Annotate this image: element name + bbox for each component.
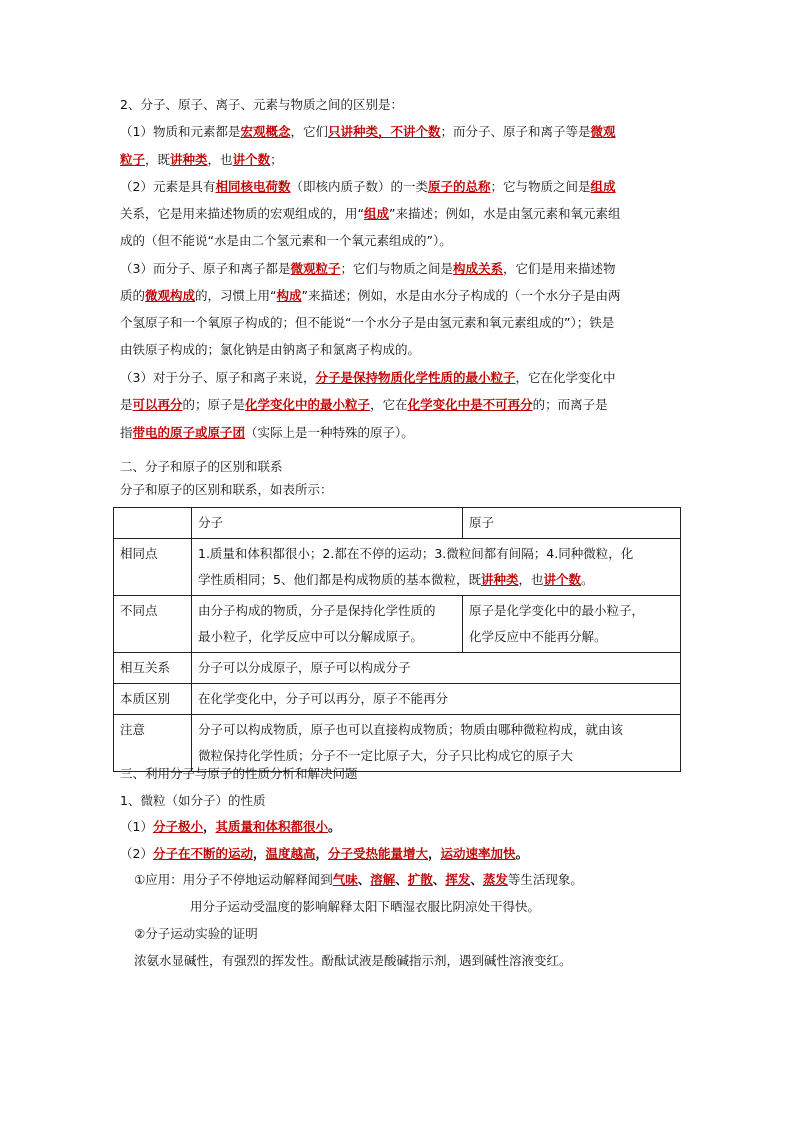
key-term: 可以再分 xyxy=(132,397,183,412)
header-empty-cell xyxy=(114,508,192,539)
text: ”来描述；例如，水是由氢元素和氧元素组 xyxy=(389,206,621,221)
text: 由铁原子构成的；氯化钠是由钠离子和氯离子构成的。 xyxy=(120,342,421,357)
table-header-row xyxy=(114,508,681,539)
paragraph-line xyxy=(120,370,616,386)
key-term: 讲个数 xyxy=(543,572,582,587)
row-cell xyxy=(192,715,681,772)
key-term: 宏观概念 xyxy=(240,124,291,139)
section-heading: 二、分子和原子的区别和联系 xyxy=(120,459,283,474)
key-term: 讲种类 xyxy=(480,572,519,587)
key-term: 组成 xyxy=(363,206,389,221)
key-term: 微观 xyxy=(590,124,616,139)
paragraph-line xyxy=(120,124,616,140)
text: 最小粒子，化学反应中可以分解成原子。 xyxy=(198,629,424,644)
key-term: 相同核电荷数 xyxy=(215,179,291,194)
key-term: 扩散 xyxy=(407,872,433,887)
comparison-table xyxy=(113,507,681,772)
text: ；而分子、原子和离子等是 xyxy=(440,124,591,139)
text: （1）物质和元素都是 xyxy=(120,124,241,139)
key-term: 讲个数 xyxy=(232,152,271,167)
text: ，也 xyxy=(207,152,233,167)
key-term: 分子在不断的运动 xyxy=(152,846,253,861)
key-term: 组成 xyxy=(590,179,616,194)
key-term: 构成 xyxy=(276,288,302,303)
text: 的；而离子是 xyxy=(532,397,608,412)
row-cell xyxy=(463,596,681,653)
text: 学性质相同；5、他们都是构成物质的基本微粒，既 xyxy=(198,572,481,587)
paragraph-line: 浓氨水显碱性，有强烈的挥发性。酚酞试液是酸碱指示剂，遇到碱性溶液变红。 xyxy=(134,953,572,968)
key-term: 蒸发 xyxy=(482,872,508,887)
text: 。 xyxy=(328,819,341,834)
text: 质的 xyxy=(120,288,146,303)
row-label: 本质区别 xyxy=(114,684,192,715)
paragraph-line xyxy=(120,342,420,358)
text: ； xyxy=(270,152,283,167)
text: 。 xyxy=(581,572,594,587)
section-heading: 三、利用分子与原子的性质分析和解决问题 xyxy=(120,766,358,781)
text: 关系，它是用来描述物质的宏观组成的，用“ xyxy=(120,206,364,221)
text: ；它们与物质之间是 xyxy=(340,261,453,276)
key-term: 讲种类 xyxy=(170,152,208,167)
text: ， xyxy=(252,846,266,861)
key-term: 只讲种类，不讲个数 xyxy=(328,124,441,139)
paragraph-line xyxy=(120,288,621,304)
text: ，它们 xyxy=(290,124,328,139)
paragraph-line: ②分子运动实验的证明 xyxy=(134,926,258,941)
text: ，它在 xyxy=(370,397,408,412)
paragraph-line xyxy=(134,872,583,888)
text: （3）而分子、原子和离子都是 xyxy=(120,261,291,276)
paragraph-line xyxy=(120,206,620,222)
key-term: 其质量和体积都很小 xyxy=(215,819,328,834)
text: （3）对于分子、原子和离子来说， xyxy=(120,370,316,385)
paragraph-line xyxy=(120,397,608,413)
row-cell xyxy=(192,539,681,596)
text: 是 xyxy=(120,397,133,412)
key-term: 微观构成 xyxy=(145,288,196,303)
table-intro: 分子和原子的区别和联系，如表所示： xyxy=(120,482,333,497)
text: 由分子构成的物质，分子是保持化学性质的 xyxy=(198,603,436,618)
text: ，既 xyxy=(145,152,171,167)
text: ①应用：用分子不停地运动解释闻到 xyxy=(134,872,333,887)
text: 原子是化学变化中的最小粒子， xyxy=(469,603,645,618)
text: 成的（但不能说“水是由二个氢元素和一个氧元素组成的”）。 xyxy=(120,233,452,248)
row-cell xyxy=(192,596,463,653)
text: ；它与物质之间是 xyxy=(490,179,591,194)
text: 。 xyxy=(515,846,529,861)
paragraph-line xyxy=(120,819,341,835)
text: 分子可以构成物质，原子也可以直接构成物质；物质由哪种微粒构成，就由该 xyxy=(198,722,624,737)
table-row xyxy=(114,596,681,653)
key-term: 温度越高 xyxy=(265,846,316,861)
paragraph-line xyxy=(120,233,452,249)
text: ， xyxy=(202,819,216,834)
header-atom: 原子 xyxy=(463,508,681,539)
text: （2） xyxy=(120,846,153,861)
text: 、 xyxy=(395,872,408,887)
row-cell: 在化学变化中，分子可以再分，原子不能再分 xyxy=(192,684,681,715)
subheading: 1、微粒（如分子）的性质 xyxy=(120,793,266,808)
row-label: 相互关系 xyxy=(114,653,192,684)
row-label: 注意 xyxy=(114,715,192,772)
text: 的；原子是 xyxy=(182,397,246,412)
paragraph-line xyxy=(120,425,414,441)
key-term: 运动速率加快 xyxy=(440,846,516,861)
key-term: 化学变化中的最小粒子 xyxy=(245,397,371,412)
text: 化学反应中不能再分解。 xyxy=(469,629,607,644)
section-heading: 2、分子、原子、离子、元素与物质之间的区别是： xyxy=(120,97,403,112)
text: 、 xyxy=(432,872,446,887)
table-row xyxy=(114,539,681,596)
paragraph-line xyxy=(120,261,616,277)
text: 的，习惯上用“ xyxy=(195,288,277,303)
key-term: 分子受热能量增大 xyxy=(328,846,429,861)
text: ， xyxy=(428,846,441,861)
text: ，它在化学变化中 xyxy=(515,370,616,385)
text: （实际上是一种特殊的原子）。 xyxy=(245,425,414,440)
paragraph-line xyxy=(120,315,614,331)
text: 微粒保持化学性质；分子不一定比原子大，分子只比构成它的原子大 xyxy=(198,748,574,763)
key-term: 带电的原子或原子团 xyxy=(132,425,246,440)
text: ，也 xyxy=(518,572,544,587)
key-term: 分子是保持物质化学性质的最小粒子 xyxy=(315,370,516,385)
table-row xyxy=(114,715,681,772)
text: 1.质量和体积都很小；2.都在不停的运动；3.微粒间都有间隔；4.同种微粒，化 xyxy=(198,546,634,561)
table-row xyxy=(114,653,681,684)
row-label: 不同点 xyxy=(114,596,192,653)
row-cell: 分子可以分成原子，原子可以构成分子 xyxy=(192,653,681,684)
paragraph-line: 用分子运动受温度的影响解释太阳下晒湿衣服比阴凉处干得快。 xyxy=(190,899,541,914)
key-term: 原子的总称 xyxy=(428,179,491,194)
paragraph-line xyxy=(120,179,616,195)
text: （即核内质子数）的一类 xyxy=(290,179,428,194)
key-term: 气味 xyxy=(332,872,358,887)
paragraph-line xyxy=(120,846,528,862)
text: ”来描述；例如，水是由水分子构成的（一个水分子是由两 xyxy=(301,288,621,303)
table-row xyxy=(114,684,681,715)
key-term: 化学变化中是不可再分 xyxy=(407,397,533,412)
text: （2）元素是具有 xyxy=(120,179,216,194)
key-term: 粒子 xyxy=(120,152,146,167)
key-term: 微观粒子 xyxy=(290,261,341,276)
header-molecule: 分子 xyxy=(192,508,463,539)
text: 指 xyxy=(120,425,133,440)
text: 个氢原子和一个氧原子构成的；但不能说“一个水分子是由氢元素和氧元素组成的”）；铁是 xyxy=(120,315,615,330)
text: ， xyxy=(315,846,329,861)
key-term: 构成关系 xyxy=(453,261,504,276)
text: （1） xyxy=(120,819,153,834)
paragraph-line xyxy=(120,152,283,168)
key-term: 挥发 xyxy=(445,872,471,887)
key-term: 溶解 xyxy=(370,872,396,887)
key-term: 分子极小 xyxy=(152,819,203,834)
text: ，它们是用来描述物 xyxy=(503,261,616,276)
text: 、 xyxy=(357,872,371,887)
text: 、 xyxy=(470,872,483,887)
row-label: 相同点 xyxy=(114,539,192,596)
text: 等生活现象。 xyxy=(507,872,583,887)
